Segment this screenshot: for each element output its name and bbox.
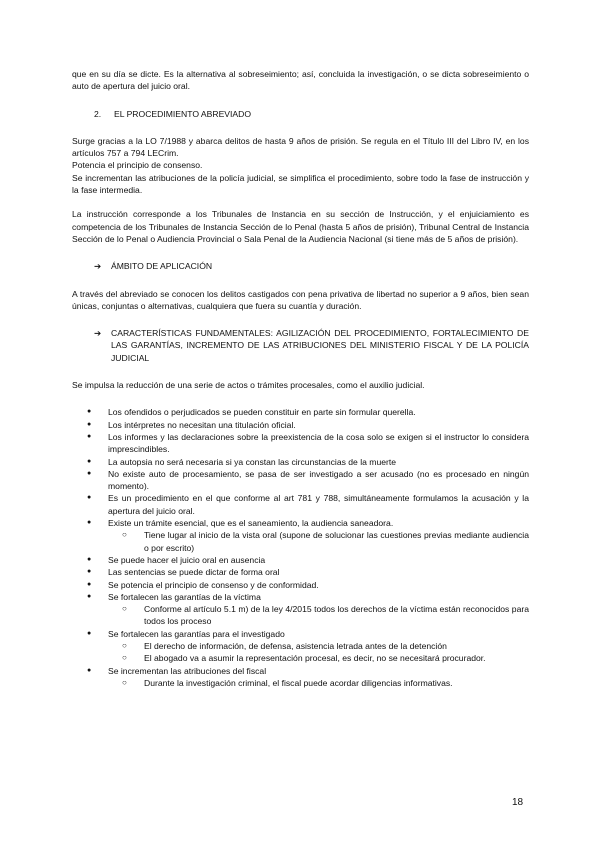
- sub-list-item-text: Tiene lugar al inicio de la vista oral (supone de solucionar las cuestiones previas mediante audiencia o por escrito): [144, 530, 529, 553]
- list-item-text: Se incrementan las atribuciones del fiscal: [108, 665, 267, 676]
- bullet-icon: ●: [87, 568, 92, 576]
- list-item: [72, 456, 529, 468]
- arrow-icon: ➔: [94, 261, 102, 272]
- bullet-icon: ●: [87, 629, 92, 637]
- paragraph-consensus: Potencia el principio de consenso.: [72, 160, 203, 171]
- sub-list-item-text: Durante la investigación criminal, el fiscal puede acordar diligencias informativas.: [144, 677, 453, 688]
- sub-list-item: [108, 603, 529, 628]
- sub-list-item: [108, 640, 529, 652]
- arrow-icon: ➔: [94, 328, 102, 339]
- sub-bullet-icon: ○: [122, 653, 127, 663]
- list-item-text: Los ofendidos o perjudicados se pueden constituir en parte sin formular querella.: [108, 407, 416, 418]
- list-item: [72, 579, 529, 591]
- list-item: [72, 431, 529, 456]
- bullet-icon: ●: [87, 432, 92, 440]
- list-item-text: Se fortalecen las garantías de la víctima: [108, 591, 261, 602]
- bullet-icon: ●: [87, 519, 92, 527]
- sub-list-item-text: El derecho de información, de defensa, asistencia letrada antes de la detención: [144, 640, 447, 651]
- ambito-heading: [94, 260, 529, 272]
- bullet-icon: ●: [87, 408, 92, 416]
- document-page: [72, 68, 529, 689]
- page-number: 18: [512, 797, 524, 808]
- bullet-icon: ●: [87, 555, 92, 563]
- list-item-text: Existe un trámite esencial, que es el saneamiento, la audiencia saneadora.: [108, 518, 394, 529]
- list-item-text: Se potencia el principio de consenso y de conformidad.: [108, 579, 319, 590]
- list-item: [72, 591, 529, 628]
- sub-list-item: [108, 652, 529, 664]
- list-item: [72, 406, 529, 418]
- list-item: [72, 665, 529, 690]
- list-item: [72, 554, 529, 566]
- list-item: [72, 628, 529, 665]
- list-item-text: La autopsia no será necesaria si ya constan las circunstancias de la muerte: [108, 456, 397, 467]
- section-title: EL PROCEDIMIENTO ABREVIADO: [114, 108, 252, 119]
- sub-list: [108, 529, 529, 554]
- bullet-icon: ●: [87, 457, 92, 465]
- sub-list-item: [108, 677, 529, 689]
- bullet-icon: ●: [87, 420, 92, 428]
- bullet-icon: ●: [87, 469, 92, 477]
- sub-list: [108, 677, 529, 689]
- sub-bullet-icon: ○: [122, 640, 127, 650]
- sub-list: [108, 640, 529, 665]
- sub-list-item-text: Conforme al artículo 5.1 m) de la ley 4/2015 todos los derechos de la víctima están reconocidos para todos los proceso: [144, 604, 529, 627]
- section-heading: [94, 108, 529, 120]
- list-item: [72, 492, 529, 517]
- intro-paragraph: que en su día se dicte. Es la alternativa al sobreseimiento; así, concluida la investigación, o se dicta sobreseimiento o auto de apertura del juicio oral.: [72, 69, 529, 92]
- list-item: [72, 419, 529, 431]
- sub-bullet-icon: ○: [122, 604, 127, 614]
- sub-list-item-text: El abogado va a asumir la representación procesal, es decir, no se necesitará procurador.: [144, 653, 486, 664]
- bullet-icon: ●: [87, 580, 92, 588]
- paragraph-instruccion: La instrucción corresponde a los Tribunales de Instancia en su sección de Instrucción, y el enjuiciamiento es competencia de los Tribunales de Instancia Sección de lo Penal (hasta 5 años de prisión), Tribunal Central de Instancia Sección de lo Penal o Audiencia Provincial o Sala Penal de la Audiencia Nacional (si tiene más de 5 años de prisión).: [72, 209, 529, 244]
- caracteristicas-intro: Se impulsa la reducción de una serie de actos o trámites procesales, como el auxilio judicial.: [72, 380, 425, 391]
- bullet-icon: ●: [87, 592, 92, 600]
- paragraph-policia: Se incrementan las atribuciones de la policía judicial, se simplifica el procedimiento, sobre todo la fase de instrucción y la fase intermedia.: [72, 172, 529, 196]
- features-list: [72, 406, 529, 689]
- caracteristicas-title: CARACTERÍSTICAS FUNDAMENTALES: AGILIZACIÓN DEL PROCEDIMIENTO, FORTALECIMIENTO DE LAS GARANTÍAS, INCREMENTO DE LAS ATRIBUCIONES DEL MINISTERIO FISCAL Y DE LA POLICÍA JUDICIAL: [111, 328, 529, 363]
- list-item: [72, 517, 529, 554]
- sub-list: [108, 603, 529, 628]
- sub-list-item: [108, 529, 529, 554]
- list-item-text: Se fortalecen las garantías para el investigado: [108, 628, 285, 639]
- list-item-text: Se puede hacer el juicio oral en ausencia: [108, 554, 266, 565]
- caracteristicas-heading: [94, 327, 529, 364]
- bullet-icon: ●: [87, 666, 92, 674]
- ambito-paragraph: A través del abreviado se conocen los delitos castigados con pena privativa de libertad no superior a 9 años, bien sean únicas, conjuntas o alternativas, cualquiera que fuera su cuantía y duración.: [72, 288, 529, 311]
- bullet-icon: ●: [87, 494, 92, 502]
- ambito-title: ÁMBITO DE APLICACIÓN: [111, 261, 213, 272]
- list-item: [72, 566, 529, 578]
- list-item-text: No existe auto de procesamiento, se pasa de ser investigado a ser acusado (no es procesado en ningún momento).: [108, 468, 529, 492]
- list-item: [72, 468, 529, 493]
- sub-bullet-icon: ○: [122, 677, 127, 687]
- list-item-text: Los informes y las declaraciones sobre la preexistencia de la cosa solo se exigen si el instructor lo considera imprescindibles.: [108, 431, 529, 455]
- sub-bullet-icon: ○: [122, 530, 127, 540]
- section-number: 2.: [94, 108, 102, 119]
- list-item-text: Es un procedimiento en el que conforme al art 781 y 788, simultáneamente formulamos la acusación y la apertura del juicio oral.: [108, 493, 529, 516]
- list-item-text: Los intérpretes no necesitan una titulación oficial.: [108, 419, 296, 430]
- paragraph-origin: Surge gracias a la LO 7/1988 y abarca delitos de hasta 9 años de prisión. Se regula en el Título III del Libro IV, en los artículos 757 a 794 LECrim.: [72, 135, 529, 159]
- list-item-text: Las sentencias se puede dictar de forma oral: [108, 567, 280, 578]
